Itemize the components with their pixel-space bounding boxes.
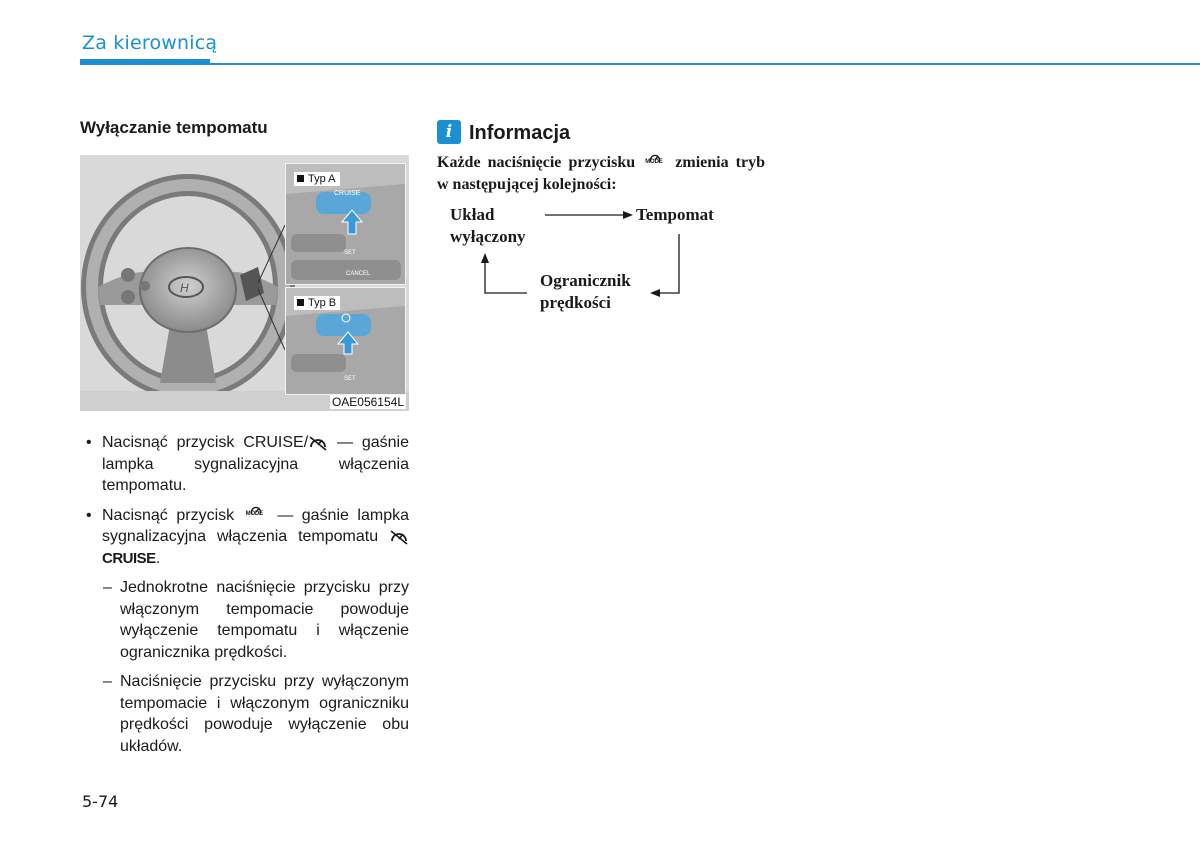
svg-text:H: H (180, 281, 189, 295)
cruise-button-text: CRUISE (334, 190, 361, 197)
steering-wheel-figure (80, 155, 409, 411)
bullet-dot: • (86, 506, 92, 524)
body-text (82, 432, 409, 765)
figure-code: OAE056154L (331, 395, 404, 409)
list-item: • Nacisnąć przycisk CRUISE/ — gaśnie lampka sygnalizacyjna włączenia tempomatu. (86, 434, 409, 494)
page-number: 5-74 (82, 792, 119, 811)
inset-type-a (285, 163, 406, 285)
cruise-speedometer-icon (308, 435, 328, 451)
info-title: Informacja (469, 122, 571, 144)
cancel-button-text: CANCEL (346, 271, 371, 277)
info-icon: i (437, 120, 461, 144)
bullet-dot: • (86, 434, 92, 451)
set-button-text-b: SET (344, 376, 356, 382)
set-button-text: SET (344, 250, 356, 256)
dash-marker: – (103, 579, 112, 596)
info-text: Każde naciśnięcie przycisku MODE zmienia tryb w następującej kolejności: (437, 154, 765, 193)
section-title: Wyłączanie tempomatu (80, 118, 268, 137)
dash-marker: – (103, 673, 112, 690)
header-divider (80, 63, 1200, 65)
sub-list-item: – Jednokrotne naciśnięcie przycisku przy włączonym tempomacie powoduje wyłączenie tempomatu i włączenie ogranicznika prędkości. (103, 579, 409, 661)
flow-arrows (437, 200, 767, 320)
cruise-speedometer-icon (389, 529, 409, 545)
flow-node-system-off: Układ wyłączony (450, 205, 526, 246)
mode-button-icon: MODE (642, 153, 668, 173)
chapter-title: Za kierownicą (82, 32, 218, 54)
sub-list-item: – Naciśnięcie przycisku przy wyłączonym tempomacie i włączonym ograniczniku prędkości powoduje wyłączenie obu układów. (103, 673, 409, 755)
inset-a-label: Typ A (294, 172, 340, 186)
mode-button-icon: MODE (243, 505, 269, 525)
flow-node-speed-limiter: Ogranicznik prędkości (540, 271, 631, 312)
list-item: • Nacisnąć przycisk MODE — gaśnie lampka sygnalizacyjna włączenia tempomatu CRUISE. (86, 506, 410, 567)
cruise-indicator-text: CRUISE (102, 549, 156, 567)
flow-node-cruise: Tempomat (636, 205, 714, 224)
inset-type-b (285, 287, 406, 395)
mode-flow-diagram (437, 200, 767, 320)
inset-b-label: Typ B (294, 296, 340, 310)
